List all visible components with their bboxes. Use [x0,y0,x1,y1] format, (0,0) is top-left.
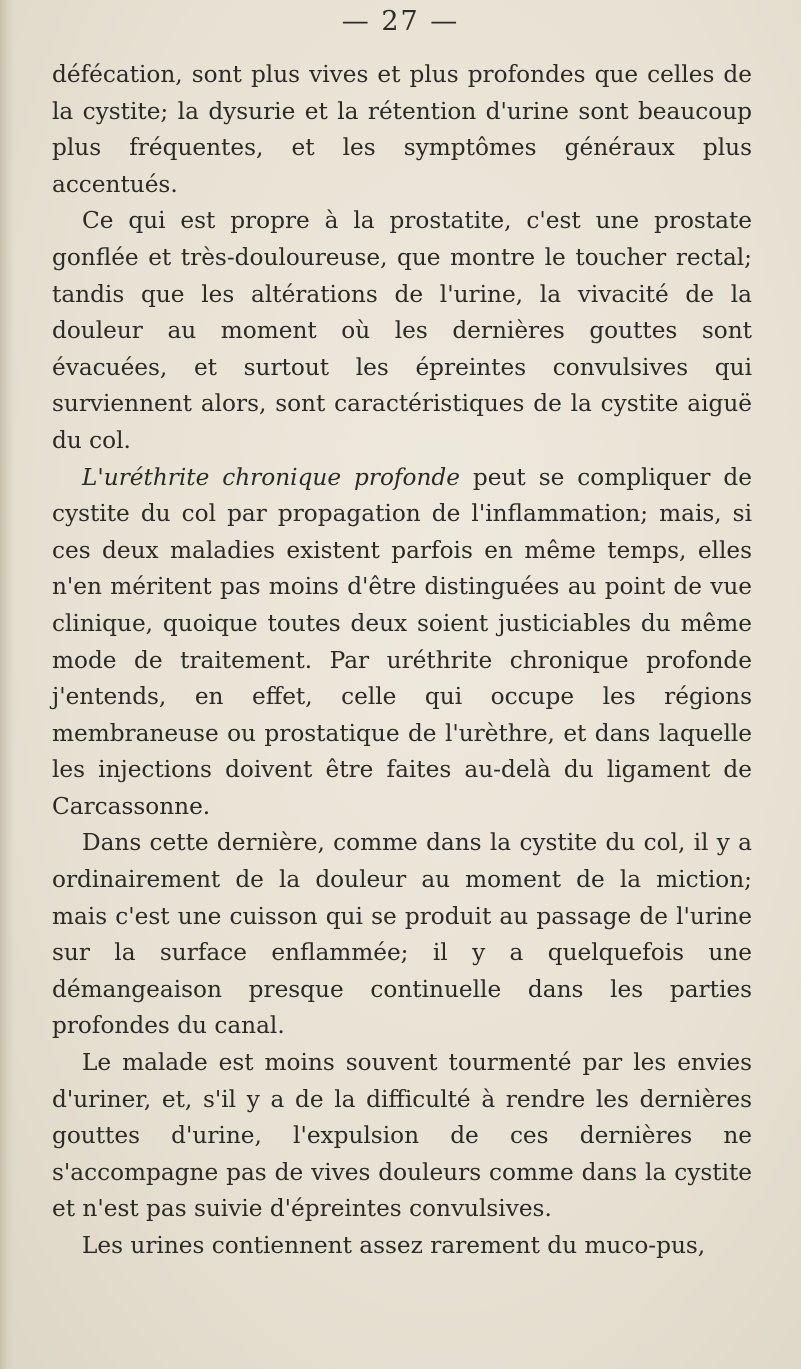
page-edge-shadow [0,0,14,1369]
paragraph [52,825,752,1045]
text-segment: Les urines contiennent assez rarement du muco-pus, [82,1232,706,1259]
paragraph [52,203,752,459]
text-segment: peut se compliquer de cystite du col par propagation de l'inflammation; mais, si ces deux maladies existent parfois en même temps, elles n'en méritent pas moins d'être distinguées au point de vue clinique, quoique toutes deux soient justiciables du même mode de traitement. Par uréthrite chronique profonde j'entends, en effet, celle qui occupe les régions membraneuse ou prostatique de l'urèthre, et dans laquelle les injections doivent être faites au-delà du ligament de Carcassonne. [52,463,752,820]
paragraph [52,460,752,826]
text-segment: Dans cette dernière, comme dans la cystite du col, il y a ordinairement de la douleur au moment de la miction; mais c'est une cuisson qui se produit au passage de l'urine sur la surface enflammée; il y a quelquefois une démangeaison presque continuelle dans les parties profondes du canal. [52,829,752,1040]
italic-text-segment: L'uréthrite chronique profonde [82,463,460,491]
page-number: — 27 — [341,6,460,37]
body-text [52,57,752,1265]
text-segment: Ce qui est propre à la prostatite, c'est une prostate gonflée et très-douloureuse, que montre le toucher rectal; tandis que les altérations de l'urine, la vivacité de la douleur au moment où les dernières gouttes sont évacuées, et surtout les épreintes convulsives qui surviennent alors, sont caractéristiques de la cystite aiguë du col. [52,207,752,454]
paragraph [52,1045,752,1228]
text-segment: défécation, sont plus vives et plus profondes que celles de la cystite; la dysurie et la rétention d'urine sont beaucoup plus fréquentes, et les symptômes généraux plus accentués. [52,61,752,198]
text-segment: Le malade est moins souvent tourmenté par les envies d'uriner, et, s'il y a de la difficulté à rendre les dernières gouttes d'urine, l'expulsion de ces dernières ne s'accompagne pas de vives douleurs comme dans la cystite et n'est pas suivie d'épreintes convulsives. [52,1049,752,1223]
paragraph [52,57,752,203]
paragraph [52,1228,752,1265]
